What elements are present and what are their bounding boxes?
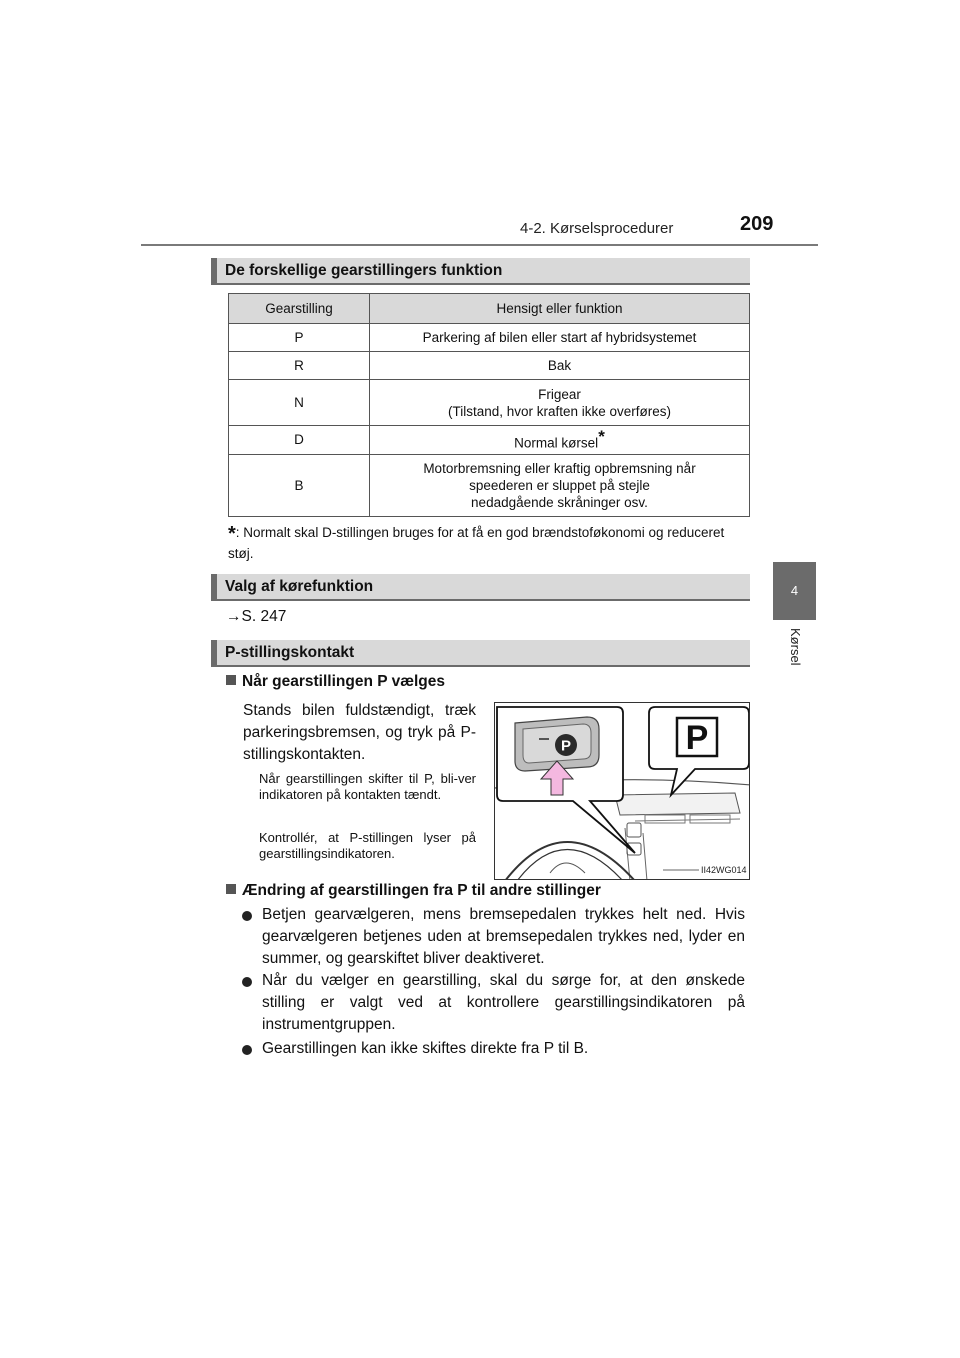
square-bullet-icon	[226, 675, 236, 685]
instruction-paragraph: Stands bilen fuldstændigt, træk parkeringsbremsen, og tryk på P-stillingskontakten.	[243, 702, 476, 763]
cell-line: (Tilstand, hvor kraften ikke overføres)	[447, 403, 672, 419]
list-item	[243, 904, 745, 970]
chapter-tab: 4	[773, 562, 816, 620]
gear-position-cell: D	[229, 426, 370, 455]
table-header-cell: Hensigt eller funktion	[370, 294, 750, 324]
page-reference-text: S. 247	[241, 608, 287, 625]
subheading-text: Ændring af gearstillingen fra P til andre stillinger	[242, 882, 601, 899]
header-rule	[141, 244, 818, 246]
section-title: De forskellige gearstillingers funktion	[225, 262, 503, 279]
section-heading-p-switch	[211, 640, 750, 667]
footnote-marker: *	[228, 523, 236, 545]
p-switch-letter: P	[560, 737, 572, 755]
gear-position-cell: N	[229, 380, 370, 426]
figure-code: II42WG014	[701, 865, 747, 875]
list-item-text: Når du vælger en gearstilling, skal du sørge for, at den ønskede stilling er valgt ved at kontrollere gearstillingsindikatoren på instrumentgruppen.	[262, 972, 745, 1033]
table-row	[229, 454, 750, 516]
list-item	[243, 1038, 745, 1060]
table-header-row	[229, 294, 750, 324]
table-footnote	[228, 523, 744, 564]
note-check-indicator: Kontrollér, at P-stillingen lyser på gearstillingsindikatoren.	[259, 830, 476, 861]
arrow-right-icon: →	[226, 608, 242, 625]
note-indicator-lit: Når gearstillingen skifter til P, bli-ver indikatoren på kontakten tændt.	[259, 771, 476, 802]
gear-function-table	[228, 293, 750, 517]
section-title: Valg af kørefunktion	[225, 578, 374, 595]
indicator-p-letter: P	[685, 719, 709, 757]
footnote-text: : Normalt skal D-stillingen bruges for at få en god brændstoføkonomi og reduceret støj.	[228, 525, 725, 561]
page-reference[interactable]	[226, 608, 286, 626]
cell-line: Motorbremsning eller kraftig opbremsning når	[423, 460, 696, 476]
gear-function-cell	[370, 324, 750, 352]
gear-position-cell: R	[229, 352, 370, 380]
gear-position-cell: P	[229, 324, 370, 352]
cell-line: nedadgående skråninger osv.	[471, 494, 648, 510]
square-bullet-icon	[226, 884, 236, 894]
list-item-text: Betjen gearvælgeren, mens bremsepedalen trykkes helt ned. Hvis gearvælgeren betjenes uden at bremsepedalen trykkes ned, lyder en summer, og gearskiftet bliver deaktiveret.	[262, 906, 745, 967]
subheading-change-from-p	[226, 882, 601, 900]
gear-function-cell	[370, 426, 750, 455]
table-header-cell: Gearstilling	[229, 294, 370, 324]
table-row	[229, 426, 750, 455]
table-row	[229, 352, 750, 380]
subheading-text: Når gearstillingen P vælges	[242, 673, 446, 690]
bullet-dot-icon	[242, 1045, 252, 1055]
list-item	[243, 970, 745, 1036]
subheading-select-p	[226, 673, 445, 691]
cell-line: Normal kørsel	[514, 435, 599, 451]
running-header-section: 4-2. Kørselsprocedurer	[520, 220, 674, 237]
chapter-side-label: Kørsel	[788, 628, 803, 666]
gear-function-cell	[370, 454, 750, 516]
cell-line: speederen er sluppet på stejle	[469, 477, 650, 493]
list-item-text: Gearstillingen kan ikke skiftes direkte fra P til B.	[262, 1040, 589, 1057]
dashboard-drawing	[495, 703, 750, 880]
cell-line: Parkering af bilen eller start af hybridsystemet	[422, 330, 697, 345]
p-switch-illustration	[494, 702, 750, 880]
cell-line: Bak	[547, 358, 572, 373]
section-title: P-stillingskontakt	[225, 644, 355, 661]
table-row	[229, 324, 750, 352]
footnote-asterisk: *	[598, 427, 605, 446]
gear-function-cell	[370, 380, 750, 426]
bullet-dot-icon	[242, 911, 252, 921]
cell-line: Frigear	[538, 386, 581, 402]
page-number: 209	[740, 213, 774, 235]
bullet-dot-icon	[242, 977, 252, 987]
table-row	[229, 380, 750, 426]
gear-position-cell: B	[229, 454, 370, 516]
section-heading-drive-mode	[211, 574, 750, 601]
section-heading-gear-functions	[211, 258, 750, 285]
gear-function-cell	[370, 352, 750, 380]
